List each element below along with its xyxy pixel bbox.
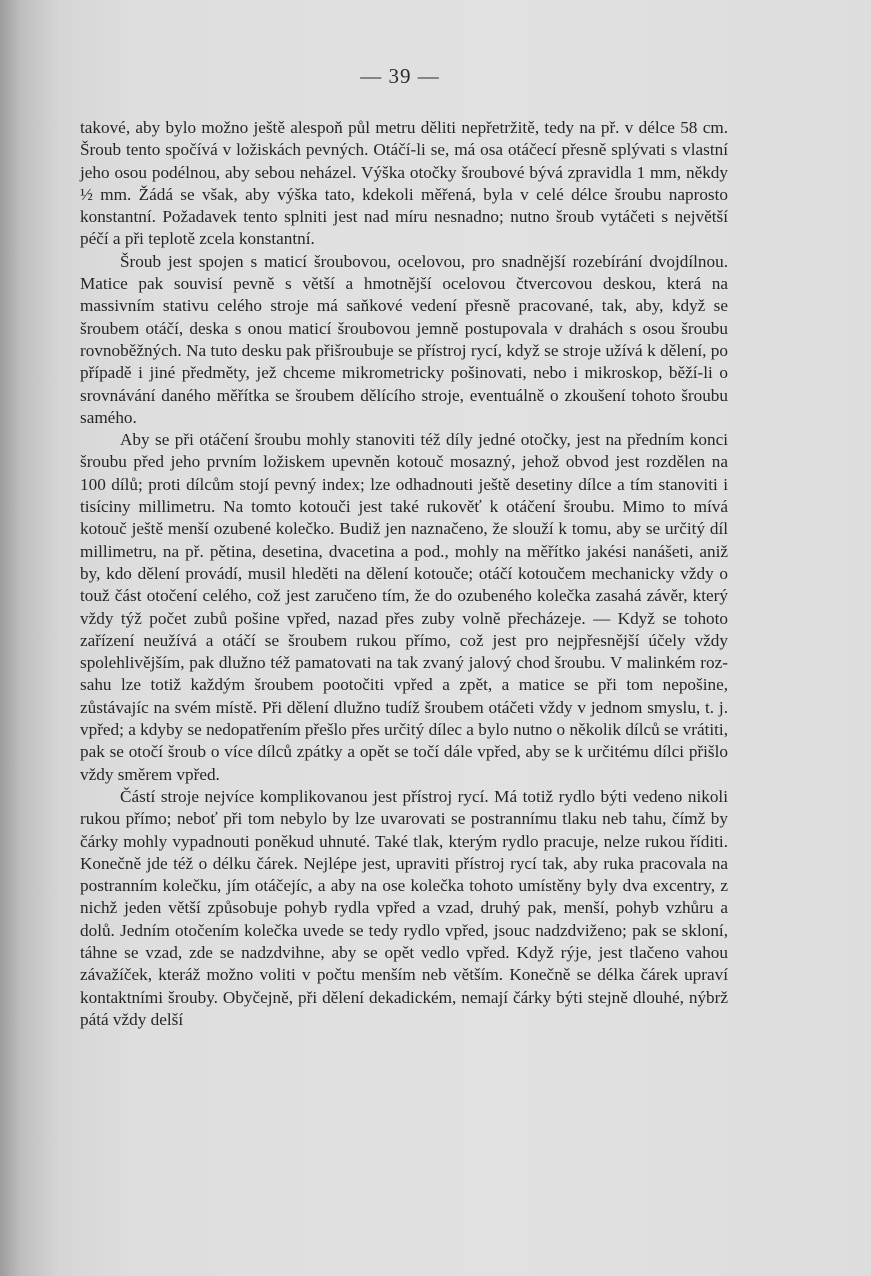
body-text [80, 117, 728, 1031]
paragraph-3: Aby se při otáčení šroubu mohly stanoviti též díly jedné otočky, jest na předním konci šroubu před jeho prvním ložiskem upevněn kotouč mosazný, jehož obvod jest rozdělen na 100 dílů; proti dílcům stojí pevný index; lze odhadnouti ještě desetiny dílce a tím stanoviti i tisíciny millimetru. Na tomto kotouči jest také rukověť k otáčení šroubu. Mimo to mívá kotouč ještě menší ozubené kolečko. Budiž jen naznačeno, že slouží k tomu, aby se určitý díl millimetru, na př. pětina, desetina, dvacetina a pod., mohly na měřítko jakési nanášeti, aniž by, kdo dělení provádí, musil hleděti na dělení kotouče; otáčí kotoučem mechanicky vždy o touž část otočení celého, což jest zaručeno tím, že do ozubeného kolečka zasahá závěr, který vždy týž počet zubů pošine vpřed, nazad přes zuby volně přecházeje. — Když se tohoto zařízení neužívá a otáčí se šroubem rukou přímo, což jest pro nejpřesnější účely vždy spolehlivějším, pak dlužno též pamatovati na tak zvaný jalový chod šroubu. V malinkém rozsahu lze totiž každým šroubem pootočiti vpřed a zpět, a matice se při tom nepošine, zůstávajíc na svém místě. Při dělení dlužno tudíž šroubem otáčeti vždy v jednom smyslu, t. j. vpřed; a kdyby se nedopatřením přešlo přes určitý dílec a bylo nutno o několik dílců se vrátiti, pak se otočí šroub o více dílců zpátky a opět se točí dále vpřed, aby se k určitému dílci přišlo vždy směrem vpřed. [80, 430, 728, 784]
paragraph-2: Šroub jest spojen s maticí šroubovou, ocelovou, pro snadnější rozebírání dvojdílnou. Matice pak souvisí pevně s větší a hmotnější ocelovou čtvercovou deskou, která na massivním stativu celého stroje má saňkové vedení přesně pracované, tak, aby, když se šroubem otáčí, deska s onou maticí šroubovou jemně postupovala v drahách s osou šroubu rovnoběžných. Na tuto desku pak přišroubuje se přístroj rycí, když se stroje užívá k dělení, po případě i jiné předměty, jež chceme mikrometricky pošinovati, nebo i mikroskop, běží-li o srovnávání daného měřítka se šroubem dělícího stroje, eventuálně o zkoušení tohoto šroubu samého. [80, 251, 728, 427]
page-number: — 39 — [360, 64, 440, 88]
paragraph-4: Částí stroje nejvíce komplikovanou jest přístroj rycí. Má totiž rydlo býti vedeno nikoli rukou přímo; neboť při tom nebylo by lze uvarovati se postrannímu tlaku neb tahu, čímž by čárky mohly vypadnouti poněkud uhnuté. Také tlak, kterým rydlo pracuje, nelze rukou říditi. Konečně jde též o délku čárek. Nejlépe jest, upraviti přístroj rycí tak, aby ruka pracovala na postranním kolečku, jím otáčejíc, a aby na ose kolečka tohoto umístěny byly dva excentry, z nichž jeden větší způsobuje pohyb rydla vpřed a vzad, druhý pak, menší, pohyb vzhůru a dolů. Jedním otočením kolečka uvede se tedy rydlo vpřed, jsouc nadzdviženo; pak se skloní, táhne se vzad, zde se nadzdvihne, aby se opět vedlo vpřed. Když rýje, jest tlačeno vahou závažíček, kteráž možno voliti v počtu menším neb větším. Konečně se délka čárek upraví kontaktními šrouby. Obyčejně, při dělení dekadickém, nemají čárky býti stejně dlouhé, nýbrž pátá vždy delší [80, 786, 728, 1029]
paragraph-1: takové, aby bylo možno ještě alespoň půl metru děliti nepřetržitě, tedy na př. v délce 58 cm. Šroub tento spočívá v ložiskách pevných. Otáčí-li se, má osa otáčecí přesně splývati s vlastní jeho osou podélnou, aby sebou neházel. Výška otočky šroubové bývá zpravidla 1 mm, někdy ½ mm. Žádá se však, aby výška tato, kdekoli měřená, byla v celé délce šroubu naprosto konstantní. Požadavek tento splniti jest nad míru nesnadno; nutno šroub vytáčeti s největší péčí a při teplotě zcela konstantní. [80, 118, 728, 249]
